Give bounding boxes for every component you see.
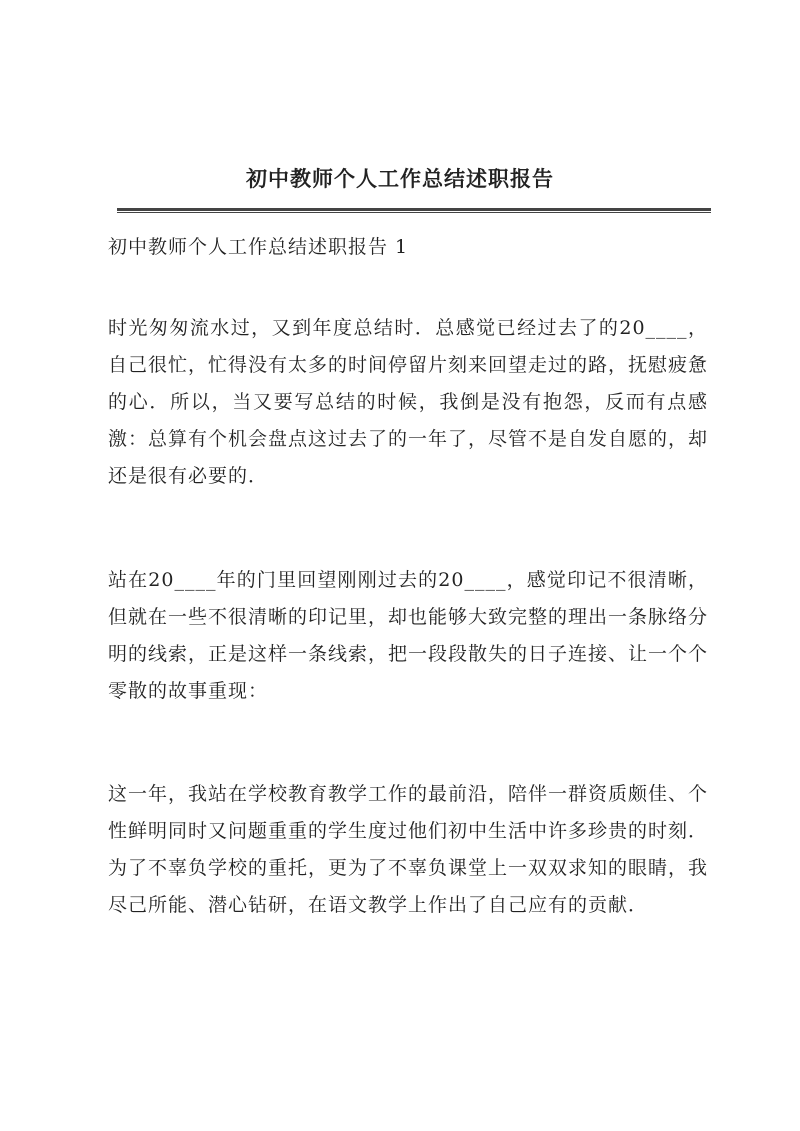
page-title: 初中教师个人工作总结述职报告 xyxy=(246,166,554,191)
paragraph-2: 站在20____年的门里回望刚刚过去的20____，感觉印记不很清晰，但就在一些不很清晰的印记里，却也能够大致完整的理出一条脉络分明的线索，正是这样一条线索，把一段段散失的日子连接、让一个个零散的故事重现： xyxy=(108,569,709,702)
title-divider xyxy=(117,208,711,213)
paragraph-3: 这一年，我站在学校教育教学工作的最前沿，陪伴一群资质颇佳、个性鲜明同时又问题重重的学生度过他们初中生活中许多珍贵的时刻．为了不辜负学校的重托，更为了不辜负课堂上一双双求知的眼睛，我尽己所能、潜心钻研，在语文教学上作出了自己应有的贡献． xyxy=(108,783,709,916)
section-heading: 初中教师个人工作总结述职报告 1 xyxy=(108,236,409,258)
paragraph-1: 时光匆匆流水过，又到年度总结时．总感觉已经过去了的20____，自己很忙，忙得没有太多的时间停留片刻来回望走过的路，抚慰疲惫的心．所以，当又要写总结的时候，我倒是没有抱怨，反而有点感激：总算有个机会盘点这过去了的一年了，尽管不是自发自愿的，却还是很有必要的． xyxy=(108,317,709,487)
